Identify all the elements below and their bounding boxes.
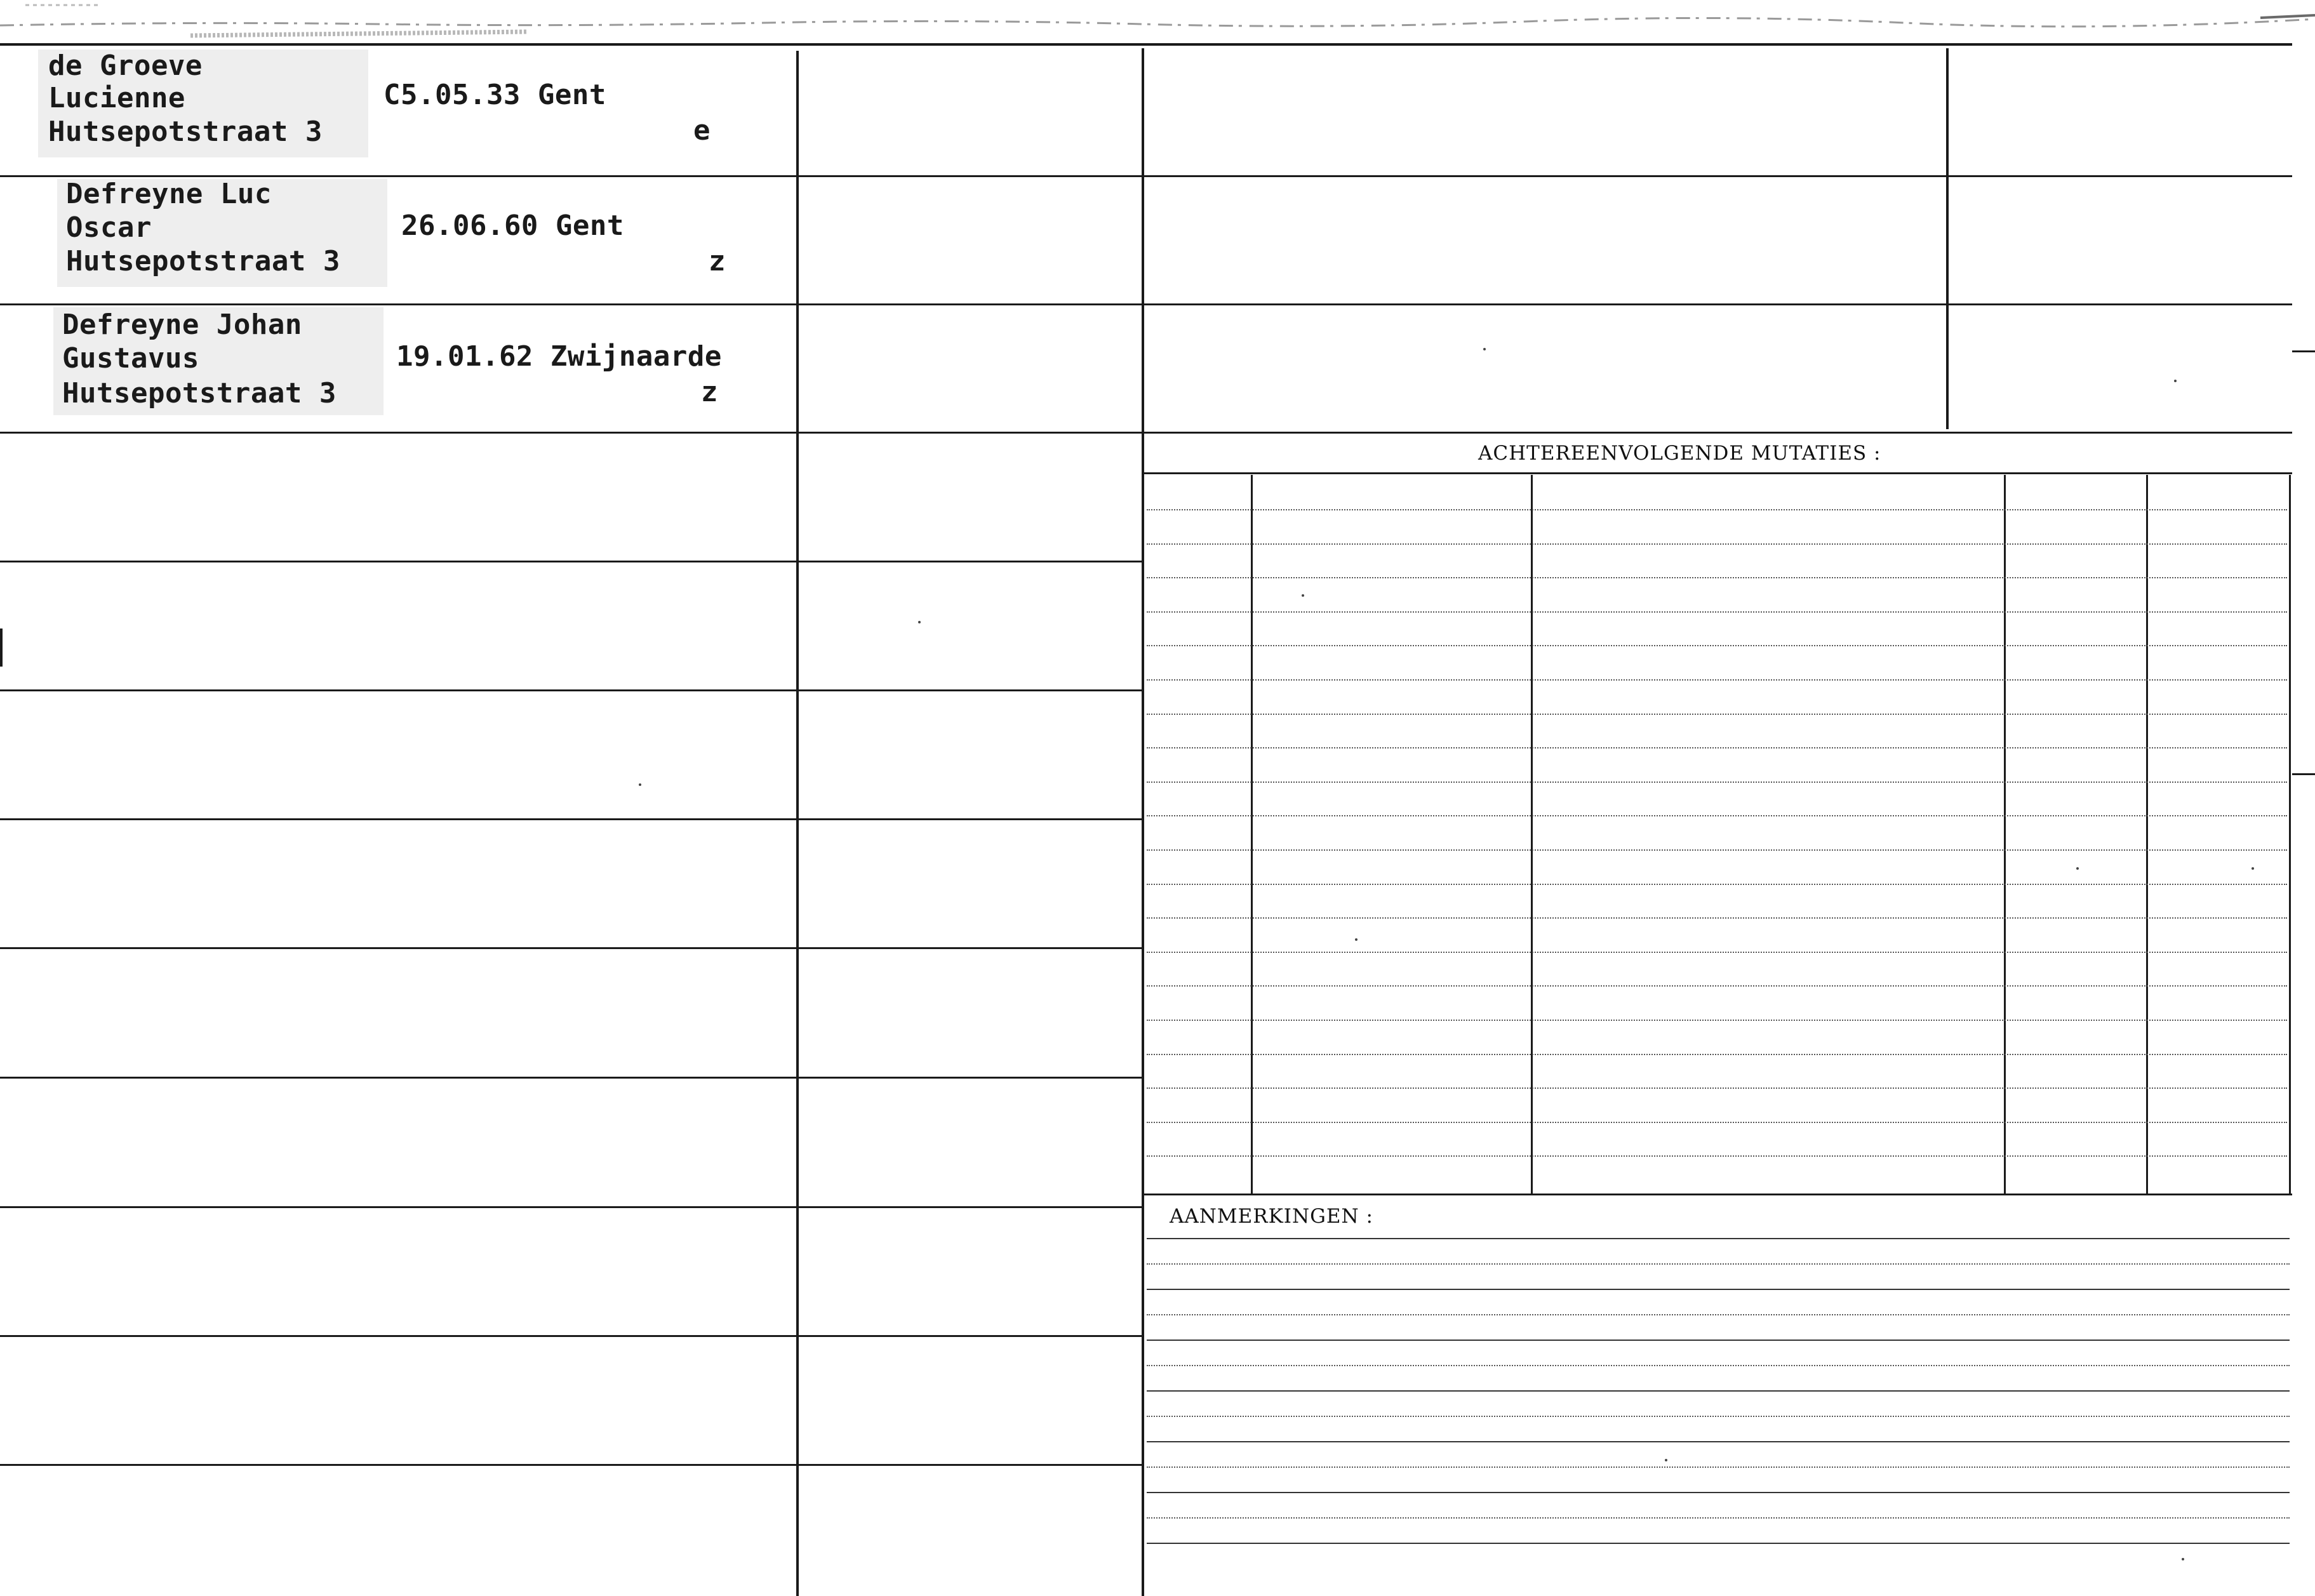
mutation-row-line — [1147, 1122, 2287, 1123]
mutations-col-1 — [1251, 475, 1253, 1195]
record-code: z — [709, 245, 726, 277]
row-line-5 — [0, 689, 1143, 691]
remark-row-line — [1147, 1416, 2290, 1417]
record-address: Hutsepotstraat 3 — [66, 245, 340, 277]
row-line-7 — [0, 947, 1143, 949]
row-line-1 — [0, 175, 2292, 177]
row-line-9 — [0, 1206, 1143, 1208]
mutation-row-line — [1147, 884, 2287, 885]
row-line-8 — [0, 1077, 1143, 1079]
mutations-col-3 — [2004, 475, 2006, 1195]
mutations-top-line — [1143, 432, 2292, 434]
record-code: z — [701, 376, 718, 408]
record-birth: 26.06.60 Gent — [401, 209, 624, 242]
column-divider-1 — [796, 51, 799, 1596]
row-line-10 — [0, 1335, 1143, 1337]
mutation-row-line — [1147, 714, 2287, 715]
row-line-11 — [0, 1464, 1143, 1466]
margin-tick-left — [0, 628, 3, 667]
mutation-row-line — [1147, 747, 2287, 748]
record-given-name: Gustavus — [62, 342, 199, 375]
scan-speck — [2252, 867, 2254, 870]
mutation-row-line — [1147, 577, 2287, 578]
record-birth: C5.05.33 Gent — [384, 79, 606, 111]
mutations-header-line — [1143, 472, 2292, 474]
record-birth: 19.01.62 Zwijnaarde — [396, 340, 722, 373]
remark-row-line — [1147, 1365, 2290, 1366]
scan-speck — [1483, 348, 1486, 350]
row-line-6 — [0, 818, 1143, 820]
scan-speck — [2182, 1558, 2184, 1560]
mutation-row-line — [1147, 952, 2287, 953]
remark-row-line — [1147, 1466, 2290, 1468]
row-line-4 — [0, 561, 1143, 562]
record-given-name: Oscar — [66, 211, 152, 244]
mutation-row-line — [1147, 815, 2287, 816]
remark-row-line — [1147, 1543, 2290, 1544]
scan-noise-top — [0, 0, 2315, 41]
mutation-row-line — [1147, 543, 2287, 545]
mutations-col-5 — [2289, 475, 2291, 1195]
mutations-col-4 — [2146, 475, 2148, 1195]
margin-tick-1 — [2292, 350, 2315, 352]
scan-speck — [2076, 867, 2079, 870]
remark-row-line — [1147, 1390, 2290, 1392]
remark-row-line — [1147, 1238, 2290, 1239]
record-address: Hutsepotstraat 3 — [48, 116, 323, 148]
mutation-row-line — [1147, 1087, 2287, 1089]
remark-row-line — [1147, 1340, 2290, 1341]
scan-speck — [639, 783, 641, 786]
remark-row-line — [1147, 1314, 2290, 1315]
record-code: e — [693, 114, 711, 147]
mutation-row-line — [1147, 1020, 2287, 1021]
remark-row-line — [1147, 1441, 2290, 1442]
mutations-heading: ACHTEREENVOLGENDE MUTATIES : — [1478, 442, 1881, 465]
column-divider-3 — [1946, 48, 1949, 429]
record-surname: Defreyne Luc — [66, 178, 272, 210]
mutation-row-line — [1147, 917, 2287, 919]
scan-speck — [1665, 1459, 1667, 1461]
row-line-2 — [0, 303, 2292, 305]
column-divider-2 — [1142, 48, 1144, 1596]
scan-speck — [2174, 380, 2177, 382]
mutation-row-line — [1147, 611, 2287, 613]
mutation-row-line — [1147, 781, 2287, 783]
mutation-row-line — [1147, 849, 2287, 851]
mutation-row-line — [1147, 1155, 2287, 1157]
scan-speck — [918, 621, 921, 623]
mutation-row-line — [1147, 1054, 2287, 1055]
remark-row-line — [1147, 1517, 2290, 1519]
remark-row-line — [1147, 1263, 2290, 1265]
remarks-heading: AANMERKINGEN : — [1170, 1205, 1373, 1228]
record-given-name: Lucienne — [48, 82, 185, 114]
mutations-col-2 — [1531, 475, 1533, 1195]
top-border-line — [0, 43, 2292, 46]
scan-speck — [1355, 938, 1358, 941]
mutation-row-line — [1147, 509, 2287, 510]
margin-tick-2 — [2292, 773, 2315, 775]
mutation-row-line — [1147, 679, 2287, 681]
record-surname: de Groeve — [48, 50, 203, 82]
record-address: Hutsepotstraat 3 — [62, 377, 337, 409]
mutations-bottom-line — [1143, 1194, 2292, 1195]
mutation-row-line — [1147, 985, 2287, 987]
remark-row-line — [1147, 1492, 2290, 1493]
mutation-row-line — [1147, 645, 2287, 646]
scan-speck — [1302, 594, 1304, 597]
row-line-3 — [0, 432, 1143, 434]
remark-row-line — [1147, 1289, 2290, 1290]
record-surname: Defreyne Johan — [62, 309, 302, 341]
